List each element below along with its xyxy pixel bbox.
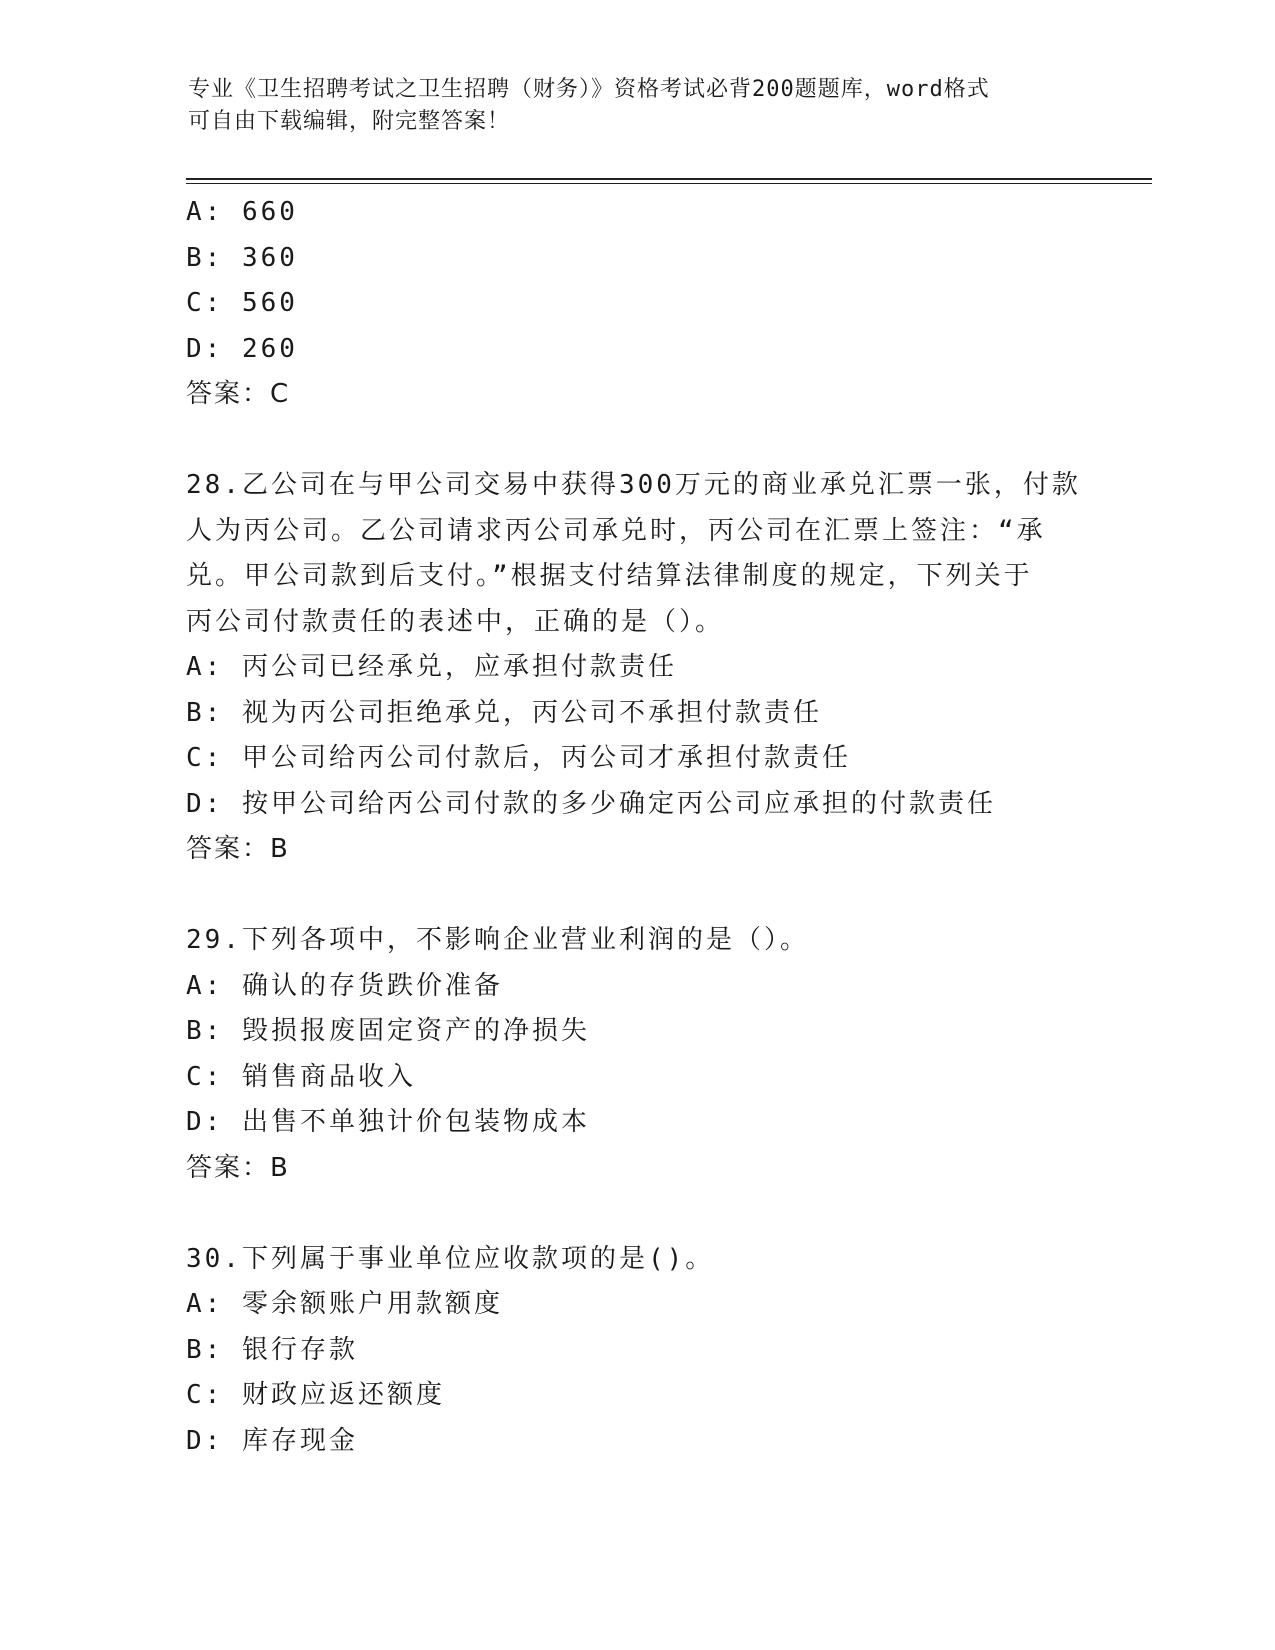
option-b: B: 360 — [186, 242, 298, 273]
header-divider-thin — [186, 183, 1152, 184]
option-d: D: 出售不单独计价包装物成本 — [186, 1107, 590, 1137]
option-a: A: 零余额账户用款额度 — [186, 1289, 503, 1319]
spacer — [186, 873, 1086, 919]
option-c: C: 销售商品收入 — [186, 1061, 416, 1092]
option-a: A: 确认的存货跌价准备 — [186, 970, 503, 1001]
option-b: B: 毁损报废固定资产的净损失 — [186, 1016, 590, 1046]
option-c: C: 560 — [186, 288, 298, 318]
stem-line: 30.下列属于事业单位应收款项的是()。 — [186, 1243, 715, 1274]
stem-line: 28.乙公司在与甲公司交易中获得300万元的商业承兑汇票一张，付款 — [186, 470, 1081, 500]
option-d: D: 库存现金 — [186, 1425, 358, 1456]
option-d: D: 260 — [186, 333, 298, 364]
answer: 答案：C — [186, 379, 291, 409]
option-b: B: 银行存款 — [186, 1334, 358, 1365]
option-a: A: 丙公司已经承兑，应承担付款责任 — [186, 652, 677, 682]
option-a: A: 660 — [186, 197, 298, 227]
option-b: B: 视为丙公司拒绝承兑，丙公司不承担付款责任 — [186, 697, 822, 728]
question-stem — [186, 463, 1086, 645]
question-stem — [186, 918, 1086, 964]
question-stem — [186, 1237, 1086, 1283]
stem-line: 29.下列各项中，不影响企业营业利润的是（）。 — [186, 925, 809, 955]
question-30 — [186, 1237, 1086, 1465]
stem-line: 人为丙公司。乙公司请求丙公司承兑时，丙公司在汇票上签注：“承 — [186, 515, 1046, 546]
option-d: D: 按甲公司给丙公司付款的多少确定丙公司应承担的付款责任 — [186, 788, 996, 819]
header-line-2: 可自由下载编辑，附完整答案！ — [188, 109, 511, 134]
header-line-1: 专业《卫生招聘考试之卫生招聘（财务）》资格考试必背200题题库，word格式 — [188, 77, 990, 102]
question-28 — [186, 463, 1086, 873]
question-27-tail — [186, 190, 1086, 418]
answer: 答案：B — [186, 834, 290, 864]
document-header — [188, 74, 1068, 138]
spacer — [186, 418, 1086, 464]
stem-line: 丙公司付款责任的表述中，正确的是（）。 — [186, 606, 725, 637]
option-c: C: 财政应返还额度 — [186, 1380, 445, 1410]
header-divider-thick — [186, 178, 1152, 180]
question-29 — [186, 918, 1086, 1191]
answer: 答案：B — [186, 1152, 290, 1183]
stem-line: 兑。甲公司款到后支付。”根据支付结算法律制度的规定，下列关于 — [186, 561, 1033, 591]
question-list — [186, 190, 1086, 1464]
spacer — [186, 1191, 1086, 1237]
option-c: C: 甲公司给丙公司付款后，丙公司才承担付款责任 — [186, 743, 851, 773]
